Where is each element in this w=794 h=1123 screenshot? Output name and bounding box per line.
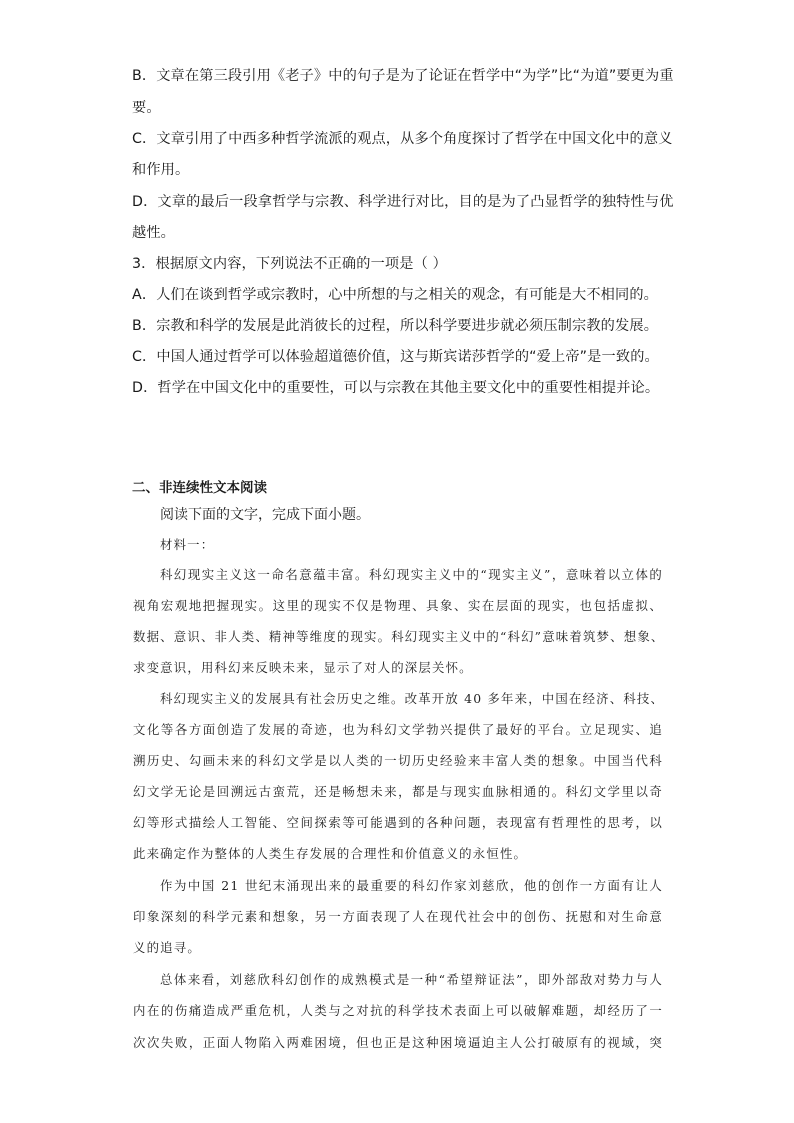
material-paragraph-2-line-3: 溯历史、勾画未来的科幻文学是以人类的一切历史经验来丰富人类的想象。中国当代科 — [133, 753, 663, 768]
option-c-line-1: C．文章引用了中西多种哲学流派的观点，从多个角度探讨了哲学在中国文化中的意义 — [132, 131, 673, 147]
section-heading: 二、非连续性文本阅读 — [132, 480, 267, 496]
material-paragraph-1-line-1: 科幻现实主义这一命名意蕴丰富。科幻现实主义中的“现实主义”，意味着以立体的 — [160, 567, 663, 582]
question-3-option-b: B．宗教和科学的发展是此消彼长的过程，所以科学要进步就必须压制宗教的发展。 — [132, 318, 659, 334]
question-3-option-c: C．中国人通过哲学可以体验超道德价值，这与斯宾诺莎哲学的“爱上帝”是一致的。 — [132, 349, 659, 365]
material-paragraph-1-line-4: 求变意识，用科幻来反映未来，显示了对人的深层关怀。 — [133, 660, 473, 675]
material-paragraph-2-line-1: 科幻现实主义的发展具有社会历史之维。改革开放 40 多年来，中国在经济、科技、 — [160, 691, 665, 706]
option-d-line-2: 越性。 — [132, 225, 176, 241]
material-paragraph-3-line-1: 作为中国 21 世纪末涌现出来的最重要的科幻作家刘慈欣，他的创作一方面有让人 — [160, 878, 663, 893]
material-label: 材料一： — [160, 537, 215, 552]
question-3-stem: 3．根据原文内容，下列说法不正确的一项是（ ） — [132, 256, 447, 272]
question-3-option-d: D．哲学在中国文化中的重要性，可以与宗教在其他主要文化中的重要性相提并论。 — [132, 380, 660, 396]
material-paragraph-4-line-2: 内在的伤痛造成严重危机，人类与之对抗的科学技术表面上可以破解难题，却经历了一 — [133, 1003, 663, 1018]
material-paragraph-2-line-4: 幻文学无论是回溯远古蛮荒，还是畅想未来，都是与现实血脉相通的。科幻文学里以奇 — [133, 784, 663, 799]
question-3-option-a: A．人们在谈到哲学或宗教时，心中所想的与之相关的观念，有可能是大不相同的。 — [132, 287, 659, 303]
material-paragraph-3-line-3: 义的追寻。 — [133, 940, 201, 955]
material-paragraph-4-line-3: 次次失败，正面人物陷入两难困境，但也正是这种困境逼迫主人公打破原有的视域，突 — [133, 1035, 663, 1050]
option-b-line-2: 要。 — [132, 100, 161, 116]
material-paragraph-1-line-2: 视角宏观地把握现实。这里的现实不仅是物理、具象、实在层面的现实，也包括虚拟、 — [133, 598, 663, 613]
option-c-line-2: 和作用。 — [132, 162, 190, 178]
material-paragraph-3-line-2: 印象深刻的科学元素和想象，另一方面表现了人在现代社会中的创伤、抚慰和对生命意 — [133, 909, 663, 924]
option-b-line-1: B．文章在第三段引用《老子》中的句子是为了论证在哲学中“为学”比“为道”要更为重 — [132, 68, 674, 84]
option-d-line-1: D．文章的最后一段拿哲学与宗教、科学进行对比，目的是为了凸显哲学的独特性与优 — [132, 194, 674, 210]
material-paragraph-2-line-5: 幻等形式描绘人工智能、空间探索等可能遇到的各种问题，表现富有哲理性的思考，以 — [133, 815, 663, 830]
material-paragraph-4-line-1: 总体来看，刘慈欣科幻创作的成熟模式是一种“希望辩证法”，即外部敌对势力与人 — [160, 972, 663, 987]
material-paragraph-1-line-3: 数据、意识、非人类、精神等维度的现实。科幻现实主义中的“科幻”意味着筑梦、想象、 — [133, 629, 665, 644]
material-paragraph-2-line-6: 此来确定作为整体的人类生存发展的合理性和价值意义的永恒性。 — [133, 846, 528, 861]
material-paragraph-2-line-2: 文化等各方面创造了发展的奇迹，也为科幻文学勃兴提供了最好的平台。立足现实、追 — [133, 722, 663, 737]
section-instruction: 阅读下面的文字，完成下面小题。 — [160, 507, 370, 523]
